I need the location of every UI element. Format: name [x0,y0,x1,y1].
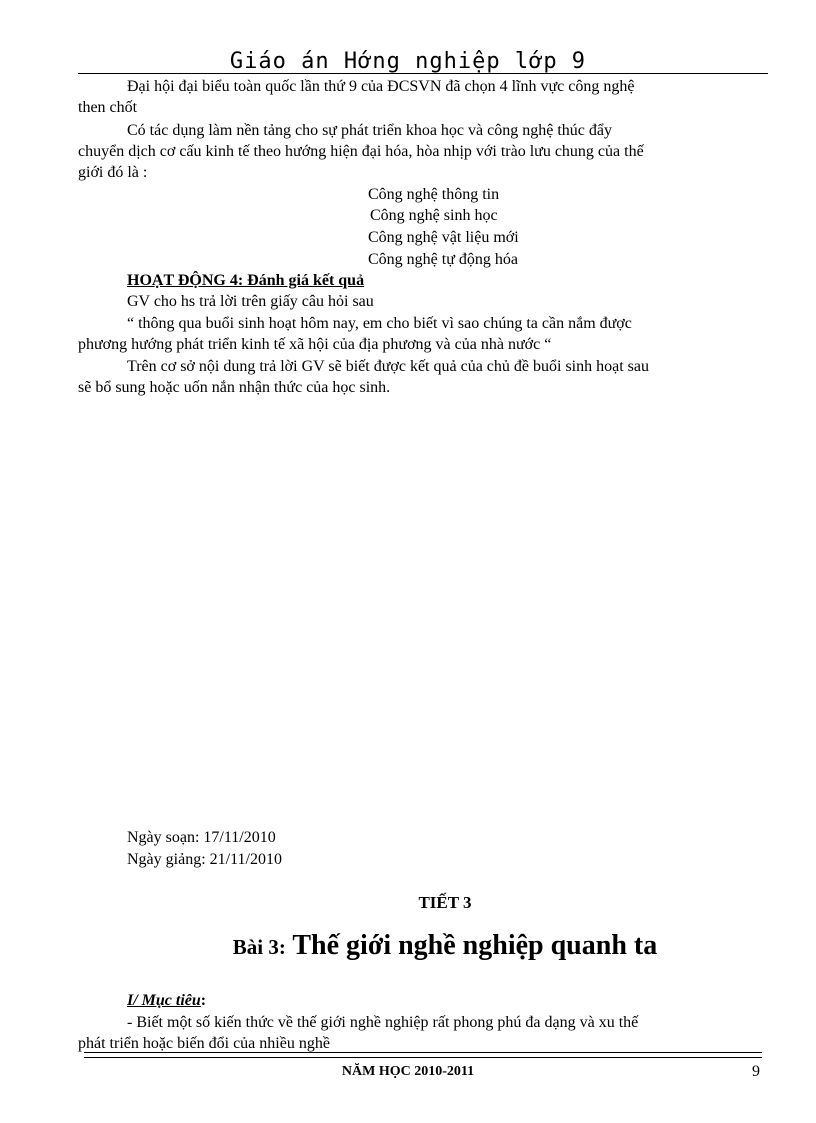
objectives-heading [127,990,206,1011]
lesson-prefix: Bài 3: [232,935,286,959]
paragraph-line: Đại hội đại biểu toàn quốc lần thứ 9 của ĐCSVN đã chọn 4 lĩnh vực công nghệ [127,78,635,95]
objectives-colon: : [200,992,207,1009]
list-item: Công nghệ sinh học [370,207,498,224]
footer-rule [84,1057,762,1058]
objectives-heading-text: I/ Mục tiêu [127,992,201,1009]
footer-rule [84,1052,762,1053]
period-label: TIẾT 3 [418,893,472,912]
school-year: NĂM HỌC 2010-2011 [341,1064,475,1079]
paragraph-line: phương hướng phát triển kinh tế xã hội của địa phương và của nhà nước “ [78,336,552,353]
paragraph-line: then chốt [78,99,138,116]
paragraph-line: chuyển dịch cơ cấu kinh tế theo hướng hiện đại hóa, hòa nhịp với trào lưu chung của thế [78,143,644,160]
paragraph-line: phát triển hoặc biến đổi của nhiều nghề [78,1035,330,1052]
header-rule [78,73,768,74]
teach-date: Ngày giảng: 21/11/2010 [127,851,282,868]
lesson-name: Thế giới nghề nghiệp quanh ta [285,930,658,961]
paragraph-line: “ thông qua buổi sinh hoạt hôm nay, em cho biết vì sao chúng ta cần nắm được [127,315,632,332]
header-title: Giáo án Hớng nghiệp lớp 9 [229,49,587,74]
lesson-title [0,928,816,965]
list-item: Công nghệ vật liệu mới [368,229,519,246]
paragraph-line: GV cho hs trả lời trên giấy câu hỏi sau [127,293,374,310]
page-number: 9 [752,1063,760,1080]
list-item: Công nghệ thông tin [368,186,500,203]
paragraph-line: sẽ bổ sung hoặc uốn nắn nhận thức của học sinh. [78,379,391,396]
paragraph-line: - Biết một số kiến thức về thế giới nghề nghiệp rất phong phú đa dạng và xu thế [127,1014,639,1031]
list-item: Công nghệ tự động hóa [368,251,518,268]
paragraph-line: Có tác dụng làm nền tảng cho sự phát triển khoa học và công nghệ thúc đẩy [127,122,612,139]
paragraph-line: Trên cơ sở nội dung trả lời GV sẽ biết được kết quả của chủ đề buổi sinh hoạt sau [127,358,649,375]
activity-heading: HOẠT ĐỘNG 4: Đánh giá kết quả [127,272,365,289]
paragraph-line: giới đó là : [78,164,148,181]
prep-date: Ngày soạn: 17/11/2010 [127,829,276,846]
